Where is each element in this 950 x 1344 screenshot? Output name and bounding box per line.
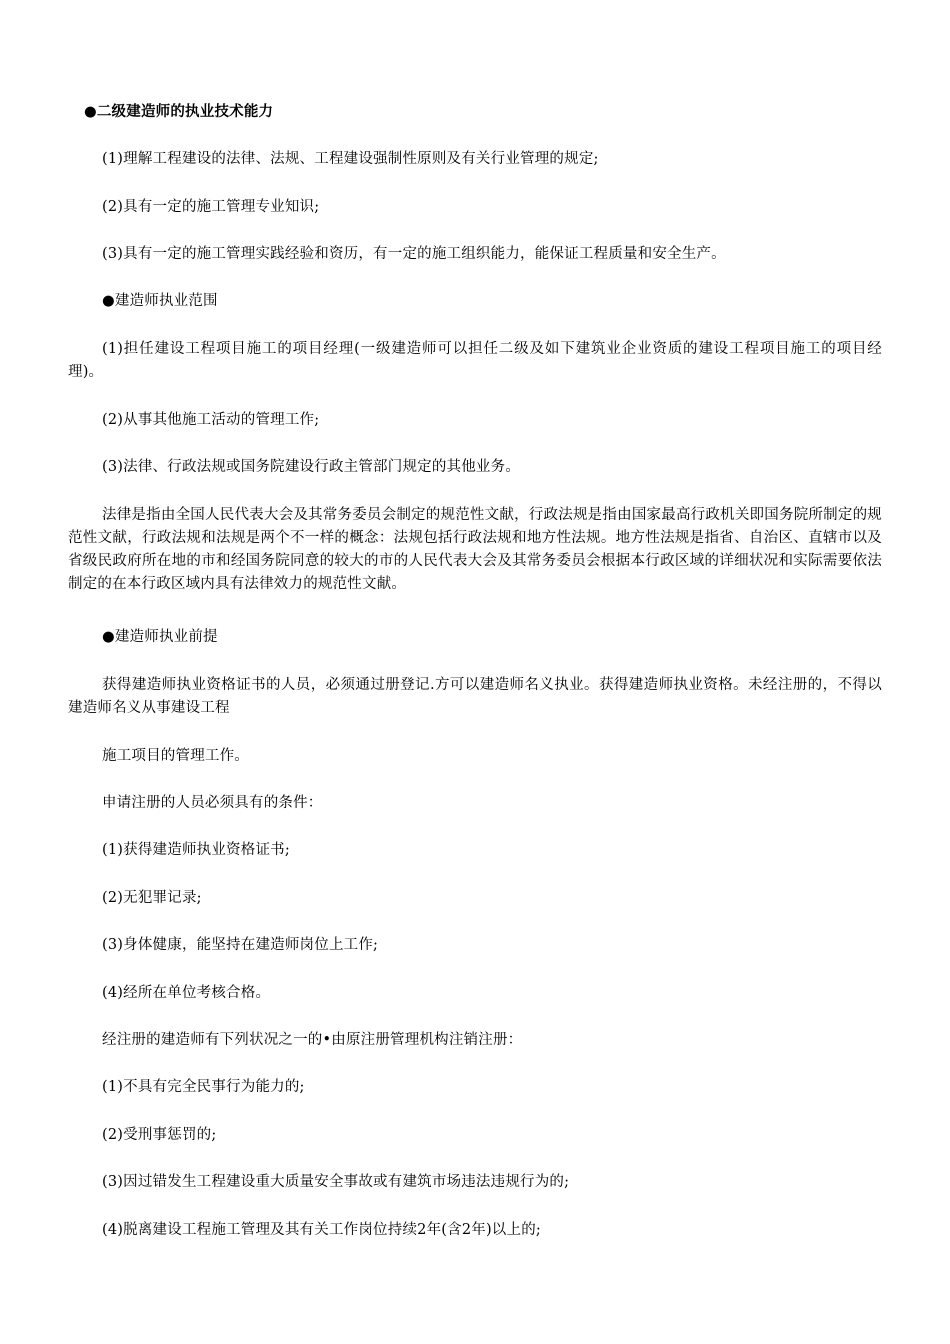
list-item: (3)因过错发生工程建设重大质量安全事故或有建筑市场违法违规行为的; <box>102 1174 570 1190</box>
list-item: (4)经所在单位考核合格。 <box>102 985 271 1001</box>
section-heading-scope: ●建造师执业范围 <box>102 293 218 309</box>
section-heading-qualification: ●二级建造师的执业技术能力 <box>84 104 274 120</box>
paragraph: (2)从事其他施工活动的管理工作; <box>102 412 320 428</box>
paragraph: 经注册的建造师有下列状况之一的•由原注册管理机构注销注册： <box>102 1032 523 1048</box>
list-item: (3)身体健康，能坚持在建造师岗位上工作; <box>102 937 379 953</box>
list-item: (4)脱离建设工程施工管理及其有关工作岗位持续2年(含2年)以上的; <box>102 1222 541 1238</box>
section-heading-premise: ●建造师执业前提 <box>102 629 218 645</box>
paragraph: 法律是指由全国人民代表大会及其常务委员会制定的规范性文献，行政法规是指由国家最高行政机关即国务院所制定的规范性文献，行政法规和法规是两个不一样的概念：法规包括行政法规和地方性法规。地方性法规是指省、自治区、直辖市以及省级民政府所在地的市和经国务院同意的较大的市的人民代表大会及其常务委员会根据本行政区域的详细状况和实际需要依法制定的在本行政区域内具有法律效力的规范性文献。 <box>68 507 882 592</box>
list-item: (1)获得建造师执业资格证书; <box>102 842 290 858</box>
paragraph: (3)法律、行政法规或国务院建设行政主管部门规定的其他业务。 <box>102 459 521 475</box>
paragraph: 申请注册的人员必须具有的条件： <box>102 795 323 811</box>
paragraph: (3)具有一定的施工管理实践经验和资历，有一定的施工组织能力，能保证工程质量和安全生产。 <box>102 246 726 262</box>
list-item: (1)不具有完全民事行为能力的; <box>102 1079 305 1095</box>
paragraph: 施工项目的管理工作。 <box>102 748 249 764</box>
paragraph: 获得建造师执业资格证书的人员，必须通过册登记.方可以建造师名义执业。获得建造师执业资格。未经注册的，不得以建造师名义从事建设工程 <box>68 677 882 716</box>
paragraph: (1)理解工程建设的法律、法规、工程建设强制性原则及有关行业管理的规定; <box>102 151 599 167</box>
list-item: (2)受刑事惩罚的; <box>102 1127 217 1143</box>
list-item: (2)无犯罪记录; <box>102 890 202 906</box>
paragraph: (2)具有一定的施工管理专业知识; <box>102 199 320 215</box>
paragraph: (1)担任建设工程项目施工的项目经理(一级建造师可以担任二级及如下建筑业企业资质的建设工程项目施工的项目经理)。 <box>68 341 882 380</box>
